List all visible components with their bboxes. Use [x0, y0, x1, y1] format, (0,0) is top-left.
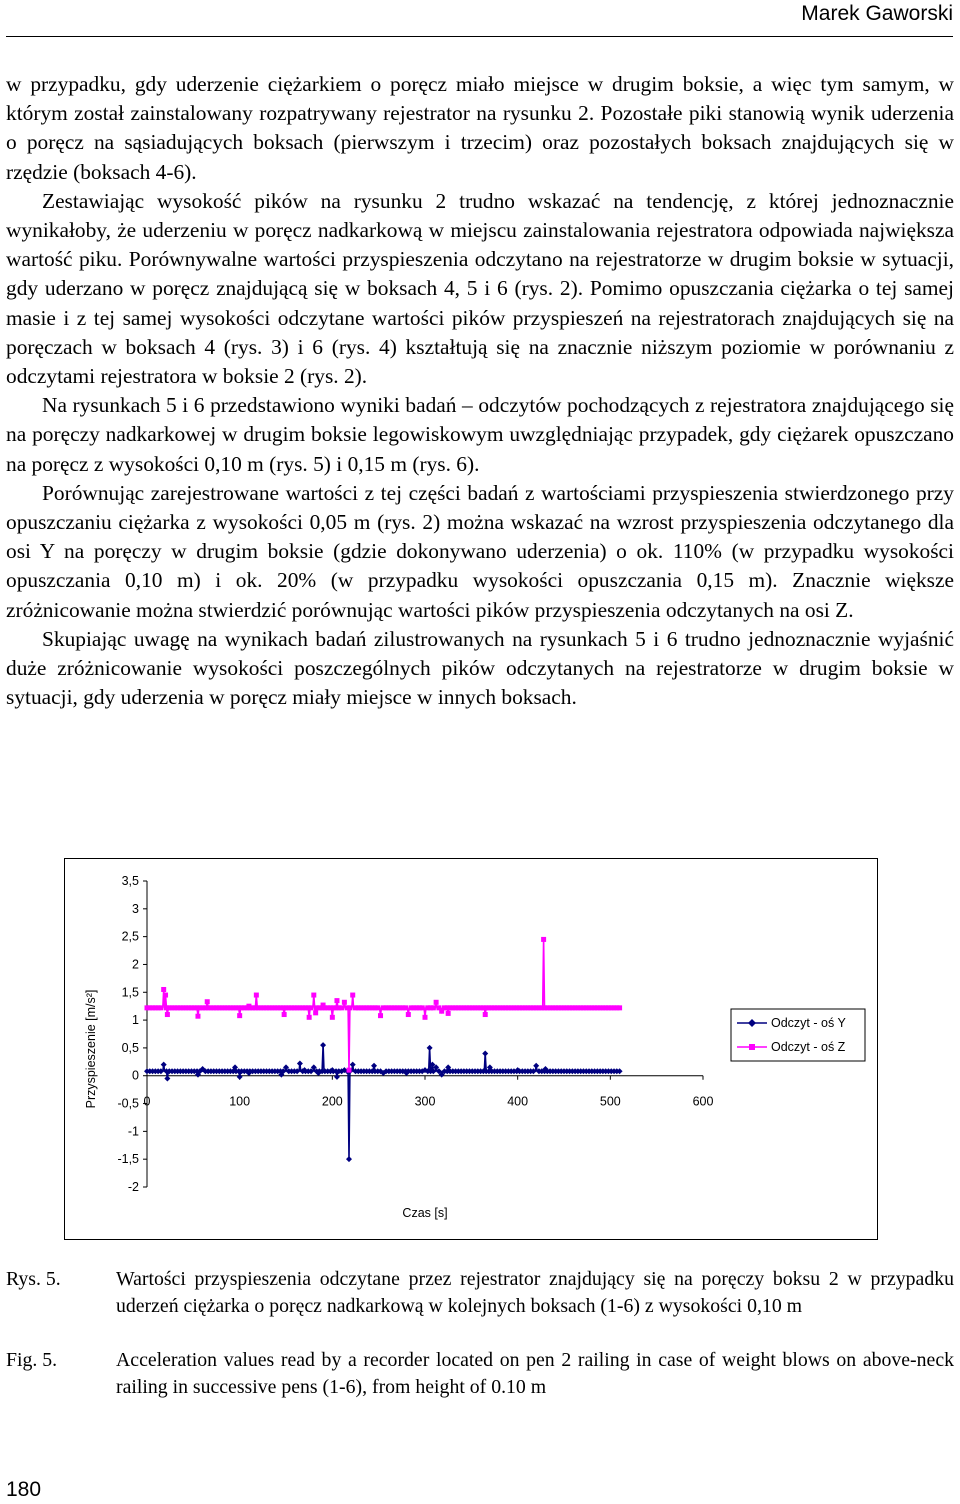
data-point — [205, 999, 210, 1004]
data-point — [307, 1015, 312, 1020]
header-rule — [6, 36, 953, 37]
x-tick-label: 500 — [599, 1094, 621, 1109]
data-point — [297, 1060, 303, 1066]
data-point — [617, 1005, 622, 1010]
data-point — [406, 1012, 411, 1017]
y-tick-label: -1 — [127, 1124, 139, 1139]
data-point — [334, 998, 339, 1003]
y-tick-label: 3,5 — [121, 874, 139, 888]
data-point — [427, 1045, 433, 1051]
data-point — [161, 987, 166, 992]
y-tick-label: -0,5 — [117, 1096, 139, 1111]
x-tick-label: 100 — [229, 1094, 251, 1109]
data-point — [375, 1005, 380, 1010]
data-point — [165, 1012, 170, 1017]
data-point — [164, 1076, 170, 1082]
data-point — [434, 1000, 439, 1005]
data-point — [313, 1010, 318, 1015]
y-tick-label: 1,5 — [121, 985, 139, 1000]
data-point — [330, 1015, 335, 1020]
data-point — [347, 1005, 352, 1010]
paragraph: Skupiając uwagę na wynikach badań zilustrowanych na rysunkach 5 i 6 trudno jednoznacznie wyjaśnić duże zróżnicowanie wysokości poszczególnych pików odczytanych na rejestratorze w drugim boksie w sytuacji, gdy uderzenia w poręcz miały miejsce w innych boksach. — [6, 626, 954, 710]
data-point — [237, 1013, 242, 1018]
x-tick-label: 300 — [414, 1094, 436, 1109]
caption-label: Rys. 5. — [6, 1268, 61, 1290]
x-axis-title: Czas [s] — [402, 1206, 448, 1220]
y-axis-title: Przyspieszenie [m/s²] — [84, 989, 98, 1109]
legend-label: Odczyt - oś Y — [771, 1016, 846, 1030]
x-tick-label: 200 — [321, 1094, 343, 1109]
paragraph: Na rysunkach 5 i 6 przedstawiono wyniki badań – odczytów pochodzących z rejestratora znajdującego się na poręczy nadkarkowej w drugim boksie legowiskowym uwzględniając przypadek, gdy ciężarek opuszczano na poręcz z wysokości 0,10 m (rys. 5) i 0,15 m (rys. 6). — [6, 393, 954, 476]
body-text — [6, 70, 954, 712]
data-point — [158, 1005, 163, 1010]
data-point — [371, 1063, 377, 1069]
data-point — [237, 1074, 243, 1080]
data-point — [342, 1000, 347, 1005]
data-point — [163, 993, 168, 998]
data-point — [431, 1005, 436, 1010]
data-point — [347, 1068, 352, 1073]
y-tick-label: 3 — [132, 901, 139, 916]
y-tick-label: 0,5 — [121, 1040, 139, 1055]
caption-en — [6, 1347, 954, 1403]
data-point — [350, 1062, 356, 1068]
data-point — [195, 1014, 200, 1019]
y-tick-label: -1,5 — [117, 1152, 139, 1167]
data-point — [533, 1063, 539, 1069]
data-point — [378, 1013, 383, 1018]
series-line-z — [147, 939, 620, 1070]
data-point — [350, 993, 355, 998]
x-tick-label: 600 — [692, 1094, 714, 1109]
caption-label: Fig. 5. — [6, 1349, 58, 1371]
data-point — [161, 1062, 167, 1068]
legend-label: Odczyt - oś Z — [771, 1040, 846, 1054]
y-tick-label: 0 — [132, 1068, 139, 1083]
data-point — [320, 1042, 326, 1048]
paragraph: w przypadku, gdy uderzenie ciężarkiem o poręcz miało miejsce w drugim boksie, a więc tym samym, w którym został zainstalowany rozpatrywany rejestrator na rysunku 2. Pozostałe piki stanowią wynik uderzenia o poręcz na sąsiadujących boksach (pierwszym i trzecim) oraz pozostałych boksach znajdujących się w rzędzie (boksach 4-6). — [6, 72, 954, 184]
data-point — [483, 1012, 488, 1017]
y-tick-label: 1 — [132, 1013, 139, 1028]
y-tick-label: 2 — [132, 957, 139, 972]
data-point — [334, 1074, 340, 1080]
paragraph: Porównując zarejestrowane wartości z tej części badań z wartościami przyspieszenia stwierdzonego przy opuszczaniu ciężarka z wysokości 0,05 m (rys. 2) można wskazać na wzrost przyspieszenia odczytanego dla osi Y na poręczy w drugim boksie (gdzie dokonywano uderzenia) o ok. 110% (w przypadku wysokości opuszczania 0,10 m) i ok. 20% (w przypadku wysokości opuszczania 0,15 m). Znacznie większe zróżnicowanie można stwierdzić porównując wartości pików przyspieszenia odczytanych na osi Z. — [6, 480, 954, 622]
data-point — [403, 1005, 408, 1010]
legend-marker — [749, 1044, 755, 1050]
paragraph: Zestawiając wysokość pików na rysunku 2 trudno wskazać na tendencję, z której jednoznacznie wynikałoby, że uderzeniu w poręcz nadkarkową w miejscu zainstalowania rejestratora odpowiada największa wartość piku. Porównywalne wartości przyspieszenia odczytano na rejestratorze w drugim boksie w sytuacji, gdy uderzano w poręcz znajdującą się w boksach 4, 5 i 6 (rys. 2). Pomimo opuszczania ciężarka o tej samej masie i z tej samej wysokości odczytane wartości pików przyspieszeń na rejestratorach znajdujących się na poręczach w boksach 4 (rys. 3) i 6 (rys. 4) kształtują się na znacznie niższym poziomie w porównaniu z odczytami rejestratora w boksie 2 (rys. 2). — [6, 188, 954, 389]
caption-text: Wartości przyspieszenia odczytane przez rejestrator znajdujący się na poręczy boksu 2 w przypadku uderzeń ciężarka o poręcz nadkarkową w kolejnych boksach (1-6) z wysokości 0,10 m — [116, 1268, 954, 1318]
data-point — [423, 1015, 428, 1020]
data-point — [254, 993, 259, 998]
data-point — [482, 1050, 488, 1056]
data-point — [446, 1011, 451, 1016]
running-head: Marek Gaworski — [801, 2, 953, 25]
data-point — [309, 1005, 314, 1010]
caption-text: Acceleration values read by a recorder located on pen 2 railing in case of weight blows on above-neck railing in successive pens (1-6), from height of 0.10 m — [116, 1349, 954, 1399]
y-tick-label: 2,5 — [121, 929, 139, 944]
data-point — [541, 937, 546, 942]
series-line-y — [147, 1045, 620, 1159]
x-tick-label: 0 — [143, 1094, 151, 1109]
caption-pl — [6, 1266, 954, 1348]
data-point — [346, 1156, 352, 1162]
figure-frame — [64, 858, 878, 1240]
data-point — [420, 1005, 425, 1010]
acceleration-chart — [65, 859, 877, 1239]
data-point — [282, 1012, 287, 1017]
data-point — [339, 1005, 344, 1010]
x-tick-label: 400 — [507, 1094, 529, 1109]
data-point — [311, 993, 316, 998]
page-number: 180 — [6, 1478, 42, 1501]
y-tick-label: -2 — [127, 1180, 139, 1194]
